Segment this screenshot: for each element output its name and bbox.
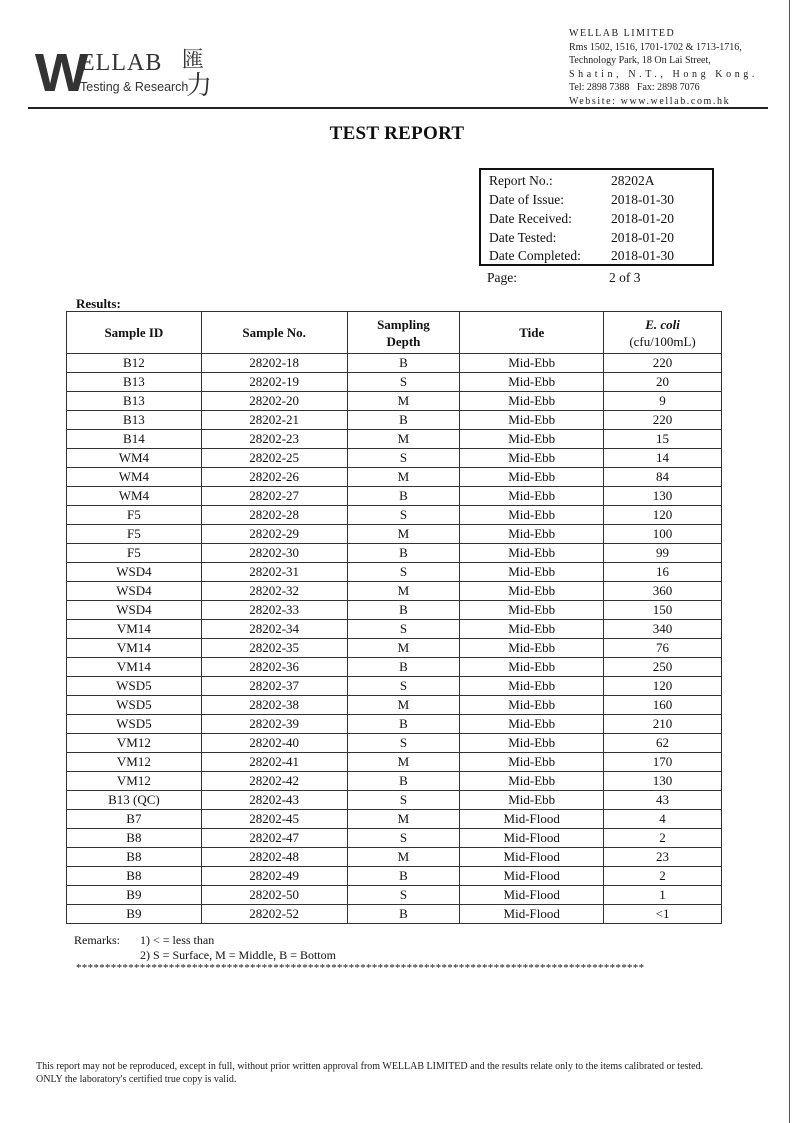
cell-sample-no: 28202-48 [201,848,347,867]
cell-sampling-depth: B [347,772,460,791]
cell-ecoli: 23 [604,848,722,867]
page-title: TEST REPORT [329,123,465,144]
cell-ecoli: 220 [604,411,722,430]
cell-sample-id: B9 [67,886,202,905]
cell-sample-id: WSD5 [67,696,202,715]
cell-ecoli: 16 [604,563,722,582]
table-row [67,810,722,829]
footer-line-2: ONLY the laboratory's certified true copy is valid. [36,1074,237,1085]
cell-sample-id: B13 [67,392,202,411]
cell-sample-id: WSD5 [67,715,202,734]
cell-sample-id: WSD4 [67,582,202,601]
website: Website: www.wellab.com.hk [569,95,731,107]
cell-tide: Mid-Ebb [460,430,604,449]
table-row [67,468,722,487]
cell-sampling-depth: B [347,411,460,430]
cell-tide: Mid-Ebb [460,601,604,620]
cell-ecoli: 130 [604,772,722,791]
cell-sampling-depth: S [347,620,460,639]
results-table-body [67,354,722,924]
cell-sample-id: B7 [67,810,202,829]
cell-ecoli: 43 [604,791,722,810]
cell-ecoli: 9 [604,392,722,411]
cell-sampling-depth: M [347,753,460,772]
info-value: 2018-01-20 [611,211,674,226]
info-value: 2018-01-30 [611,248,674,263]
cell-tide: Mid-Ebb [460,373,604,392]
cell-sample-id: VM12 [67,753,202,772]
header-ecoli [604,312,722,354]
results-heading: Results: [76,296,121,311]
cell-sample-no: 28202-30 [201,544,347,563]
cell-ecoli: 15 [604,430,722,449]
header-divider [28,107,768,109]
header-ecoli-line-1: E. coli [645,316,680,332]
cell-sampling-depth: S [347,506,460,525]
info-label: Date Tested: [489,230,557,245]
cell-tide: Mid-Flood [460,829,604,848]
cell-sample-id: WM4 [67,468,202,487]
cell-tide: Mid-Ebb [460,658,604,677]
cell-ecoli: 99 [604,544,722,563]
cell-ecoli: 84 [604,468,722,487]
cell-tide: Mid-Ebb [460,468,604,487]
cell-sampling-depth: M [347,810,460,829]
page-number [487,270,641,286]
logo-chinese-2: 力 [186,71,213,100]
cell-ecoli: <1 [604,905,722,924]
table-row [67,582,722,601]
cell-tide: Mid-Ebb [460,544,604,563]
results-table [66,311,722,924]
cell-sample-id: F5 [67,544,202,563]
cell-sample-no: 28202-28 [201,506,347,525]
cell-ecoli: 62 [604,734,722,753]
company-name: WELLAB LIMITED [569,28,676,39]
cell-ecoli: 160 [604,696,722,715]
table-row [67,506,722,525]
cell-sampling-depth: S [347,677,460,696]
cell-sample-no: 28202-42 [201,772,347,791]
cell-tide: Mid-Ebb [460,563,604,582]
cell-sample-no: 28202-26 [201,468,347,487]
table-row [67,487,722,506]
cell-ecoli: 14 [604,449,722,468]
cell-sampling-depth: S [347,829,460,848]
cell-tide: Mid-Flood [460,886,604,905]
cell-sample-no: 28202-38 [201,696,347,715]
cell-tide: Mid-Ebb [460,449,604,468]
footer-line-1: This report may not be reproduced, except in full, without prior written approval from WELLAB LIMITED and the results relate only to the items calibrated or tested. [36,1061,704,1072]
cell-tide: Mid-Ebb [460,791,604,810]
cell-tide: Mid-Flood [460,810,604,829]
cell-tide: Mid-Ebb [460,354,604,373]
cell-sample-no: 28202-40 [201,734,347,753]
header-depth-line-2: Depth [386,333,421,349]
cell-sampling-depth: M [347,392,460,411]
cell-ecoli: 1 [604,886,722,905]
header-tide: Tide [460,312,604,354]
cell-sample-id: F5 [67,525,202,544]
cell-sampling-depth: S [347,373,460,392]
address-line-3: Shatin, N.T., Hong Kong. [569,68,758,80]
table-row [67,905,722,924]
table-row [67,867,722,886]
cell-ecoli: 100 [604,525,722,544]
company-address [569,27,769,109]
cell-sampling-depth: S [347,886,460,905]
company-logo [34,43,216,103]
table-row [67,392,722,411]
table-row [67,354,722,373]
table-row [67,791,722,810]
cell-ecoli: 120 [604,677,722,696]
cell-sample-id: B9 [67,905,202,924]
cell-sampling-depth: B [347,354,460,373]
cell-sampling-depth: S [347,563,460,582]
address-line-1: Rms 1502, 1516, 1701-1702 & 1713-1716, [569,41,742,53]
cell-sample-id: B8 [67,848,202,867]
cell-tide: Mid-Ebb [460,734,604,753]
cell-sampling-depth: M [347,696,460,715]
table-row [67,715,722,734]
cell-ecoli: 76 [604,639,722,658]
cell-ecoli: 2 [604,829,722,848]
cell-tide: Mid-Ebb [460,677,604,696]
logo-initial: W [34,43,85,103]
table-row [67,829,722,848]
cell-ecoli: 20 [604,373,722,392]
cell-tide: Mid-Ebb [460,411,604,430]
cell-ecoli: 150 [604,601,722,620]
cell-sample-no: 28202-36 [201,658,347,677]
page-label: Page: [487,270,517,285]
cell-sample-no: 28202-23 [201,430,347,449]
table-row [67,544,722,563]
cell-sampling-depth: B [347,487,460,506]
cell-sample-id: B12 [67,354,202,373]
cell-ecoli: 2 [604,867,722,886]
cell-sample-no: 28202-37 [201,677,347,696]
cell-sample-id: VM12 [67,734,202,753]
footer-disclaimer [36,1060,766,1086]
cell-sample-id: B8 [67,867,202,886]
contact-phone-fax: Tel: 2898 7388 Fax: 2898 7076 [569,82,700,94]
cell-sample-no: 28202-19 [201,373,347,392]
page-edge [789,0,790,1123]
logo-tagline: Testing & Research [80,80,189,94]
cell-sample-id: WM4 [67,449,202,468]
cell-sample-id: WSD4 [67,563,202,582]
cell-tide: Mid-Flood [460,848,604,867]
cell-ecoli: 210 [604,715,722,734]
cell-sampling-depth: M [347,468,460,487]
cell-ecoli: 130 [604,487,722,506]
cell-sample-no: 28202-20 [201,392,347,411]
cell-sampling-depth: B [347,867,460,886]
cell-sample-no: 28202-49 [201,867,347,886]
header-ecoli-unit: (cfu/100mL) [629,333,696,349]
cell-sample-no: 28202-21 [201,411,347,430]
cell-sampling-depth: B [347,601,460,620]
cell-sample-id: VM14 [67,658,202,677]
remark-item: 1) < = less than [140,933,215,947]
cell-sample-no: 28202-43 [201,791,347,810]
cell-tide: Mid-Ebb [460,392,604,411]
cell-sample-id: WSD4 [67,601,202,620]
table-row [67,373,722,392]
cell-sampling-depth: B [347,905,460,924]
cell-sample-no: 28202-25 [201,449,347,468]
cell-sampling-depth: B [347,544,460,563]
cell-sampling-depth: B [347,658,460,677]
table-row [67,601,722,620]
cell-sample-id: WSD5 [67,677,202,696]
cell-sample-no: 28202-47 [201,829,347,848]
end-of-results-separator: ************************************************************************************************** [76,962,645,974]
cell-sampling-depth: M [347,639,460,658]
table-row [67,411,722,430]
info-label: Date Completed: [489,248,581,263]
table-row [67,449,722,468]
cell-sample-id: B13 [67,373,202,392]
cell-sampling-depth: S [347,449,460,468]
cell-tide: Mid-Ebb [460,487,604,506]
cell-tide: Mid-Ebb [460,696,604,715]
cell-sample-no: 28202-39 [201,715,347,734]
cell-tide: Mid-Ebb [460,582,604,601]
table-row [67,696,722,715]
header-sample-id: Sample ID [67,312,202,354]
cell-sampling-depth: M [347,430,460,449]
cell-sampling-depth: M [347,582,460,601]
table-row [67,848,722,867]
cell-sample-no: 28202-35 [201,639,347,658]
remark-item: 2) S = Surface, M = Middle, B = Bottom [140,948,336,962]
cell-ecoli: 120 [604,506,722,525]
cell-tide: Mid-Ebb [460,506,604,525]
cell-ecoli: 220 [604,354,722,373]
cell-tide: Mid-Ebb [460,715,604,734]
cell-sample-no: 28202-27 [201,487,347,506]
table-row [67,563,722,582]
info-value: 28202A [611,173,655,188]
table-row [67,525,722,544]
cell-ecoli: 170 [604,753,722,772]
cell-sample-id: VM14 [67,639,202,658]
cell-sampling-depth: B [347,715,460,734]
cell-tide: Mid-Ebb [460,772,604,791]
cell-sample-id: F5 [67,506,202,525]
header-sample-no: Sample No. [201,312,347,354]
address-line-2: Technology Park, 18 On Lai Street, [569,55,711,67]
cell-sampling-depth: S [347,791,460,810]
cell-sample-no: 28202-52 [201,905,347,924]
table-header-row [67,312,722,354]
cell-sample-no: 28202-29 [201,525,347,544]
cell-ecoli: 340 [604,620,722,639]
cell-sample-no: 28202-50 [201,886,347,905]
table-row [67,430,722,449]
info-label: Report No.: [489,173,553,188]
cell-sample-id: VM12 [67,772,202,791]
header-depth-line-1: Sampling [377,316,430,332]
table-row [67,620,722,639]
cell-tide: Mid-Ebb [460,639,604,658]
cell-ecoli: 360 [604,582,722,601]
page-value: 2 of 3 [609,270,641,285]
cell-sampling-depth: M [347,525,460,544]
cell-sample-no: 28202-32 [201,582,347,601]
cell-sample-id: WM4 [67,487,202,506]
info-value: 2018-01-20 [611,230,674,245]
report-info-box [479,168,714,266]
cell-sample-id: VM14 [67,620,202,639]
info-label: Date Received: [489,211,572,226]
table-row [67,658,722,677]
cell-sample-id: B13 (QC) [67,791,202,810]
cell-sample-id: B8 [67,829,202,848]
cell-sample-no: 28202-41 [201,753,347,772]
cell-sampling-depth: M [347,848,460,867]
cell-sample-no: 28202-31 [201,563,347,582]
remarks-label: Remarks: [74,933,120,947]
cell-ecoli: 4 [604,810,722,829]
cell-tide: Mid-Ebb [460,620,604,639]
cell-sample-no: 28202-18 [201,354,347,373]
cell-sample-id: B14 [67,430,202,449]
cell-sample-no: 28202-45 [201,810,347,829]
info-label: Date of Issue: [489,192,564,207]
cell-tide: Mid-Flood [460,905,604,924]
cell-tide: Mid-Ebb [460,753,604,772]
cell-sample-id: B13 [67,411,202,430]
table-row [67,886,722,905]
cell-sample-no: 28202-33 [201,601,347,620]
logo-chinese-1: 匯 [182,47,205,72]
cell-tide: Mid-Ebb [460,525,604,544]
header-sampling-depth [347,312,460,354]
table-row [67,753,722,772]
table-row [67,772,722,791]
cell-sample-no: 28202-34 [201,620,347,639]
info-value: 2018-01-30 [611,192,674,207]
table-row [67,677,722,696]
cell-ecoli: 250 [604,658,722,677]
cell-sampling-depth: S [347,734,460,753]
logo-brand: ELLAB [80,50,163,76]
cell-tide: Mid-Flood [460,867,604,886]
table-row [67,734,722,753]
table-row [67,639,722,658]
